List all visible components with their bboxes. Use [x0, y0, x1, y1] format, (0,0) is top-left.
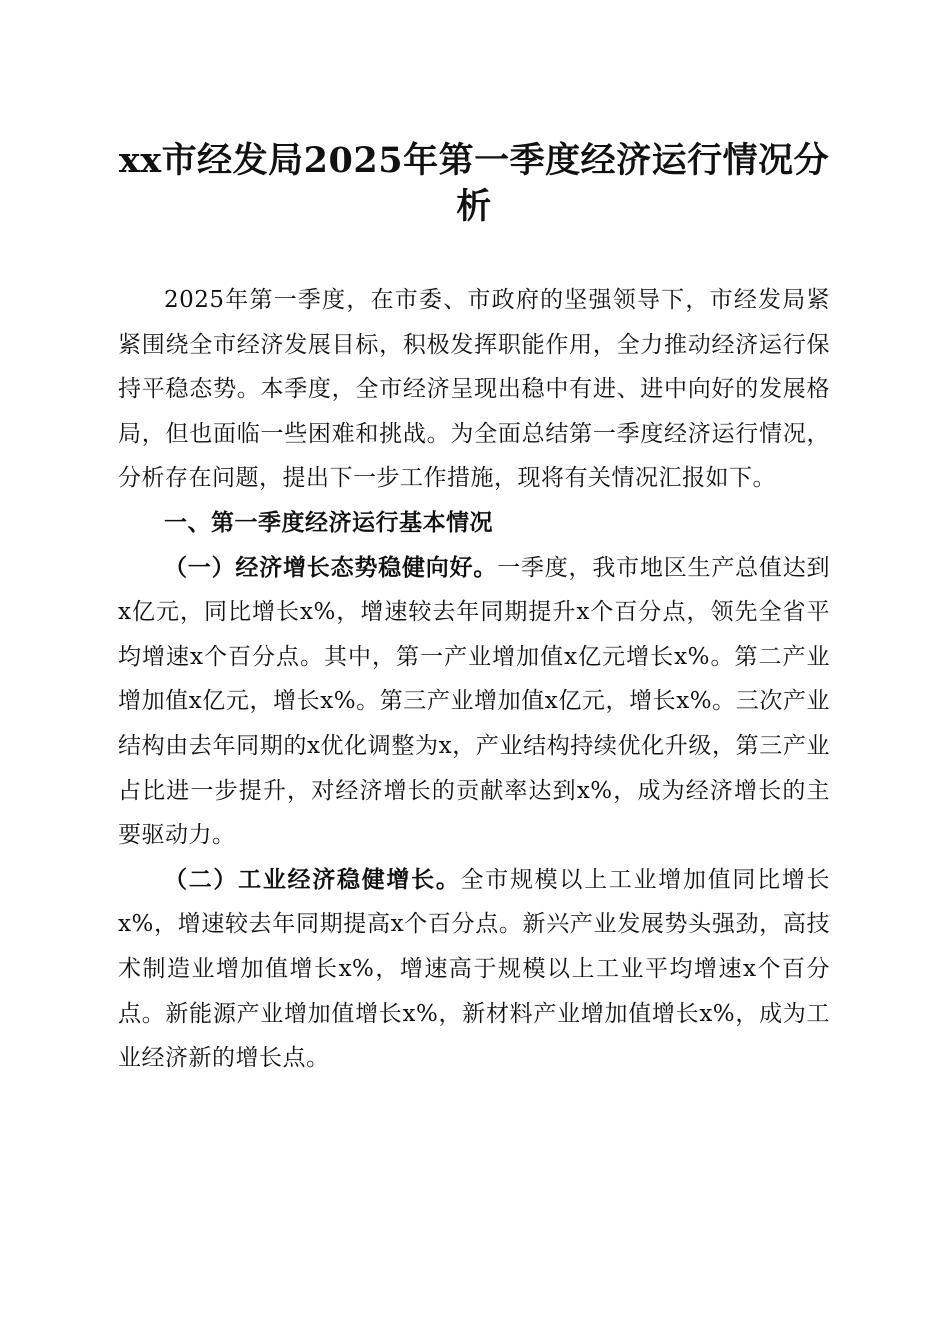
subsection-2-text: 全市规模以上工业增加值同比增长x%，增速较去年同期提高x个百分点。新兴产业发展势头强劲，高技术制造业增加值增长x%，增速高于规模以上工业平均增速x个百分点。新能源产业增加值增长x%，新材料产业增加值增长x%，成为工业经济新的增长点。 — [118, 866, 831, 1072]
document-body — [118, 278, 830, 1081]
subsection-1-paragraph — [118, 546, 830, 858]
section-heading-1: 一、第一季度经济运行基本情况 — [164, 509, 493, 536]
subsection-2-paragraph — [118, 858, 830, 1081]
intro-paragraph: 2025年第一季度，在市委、市政府的坚强领导下，市经发局紧紧围绕全市经济发展目标，积极发挥职能作用，全力推动经济运行保持平稳态势。本季度，全市经济呈现出稳中有进、进中向好的发展格局，但也面临一些困难和挑战。为全面总结第一季度经济运行情况，分析存在问题，提出下一步工作措施，现将有关情况汇报如下。 — [118, 287, 830, 492]
document-title: xx市经发局2025年第一季度经济运行情况分析 — [118, 140, 830, 227]
subsection-2-heading: （二）工业经济稳健增长。 — [164, 865, 461, 893]
document-page — [118, 0, 830, 1344]
subsection-1-heading: （一）经济增长态势稳健向好。 — [164, 553, 498, 581]
subsection-1-text: 一季度，我市地区生产总值达到x亿元，同比增长x%，增速较去年同期提升x个百分点，领先全省平均增速x个百分点。其中，第一产业增加值x亿元增长x%。第二产业增加值x亿元，增长x%。第三产业增加值x亿元，增长x%。三次产业结构由去年同期的x优化调整为x，产业结构持续优化升级，第三产业占比进一步提升，对经济增长的贡献率达到x%，成为经济增长的主要驱动力。 — [118, 554, 831, 849]
